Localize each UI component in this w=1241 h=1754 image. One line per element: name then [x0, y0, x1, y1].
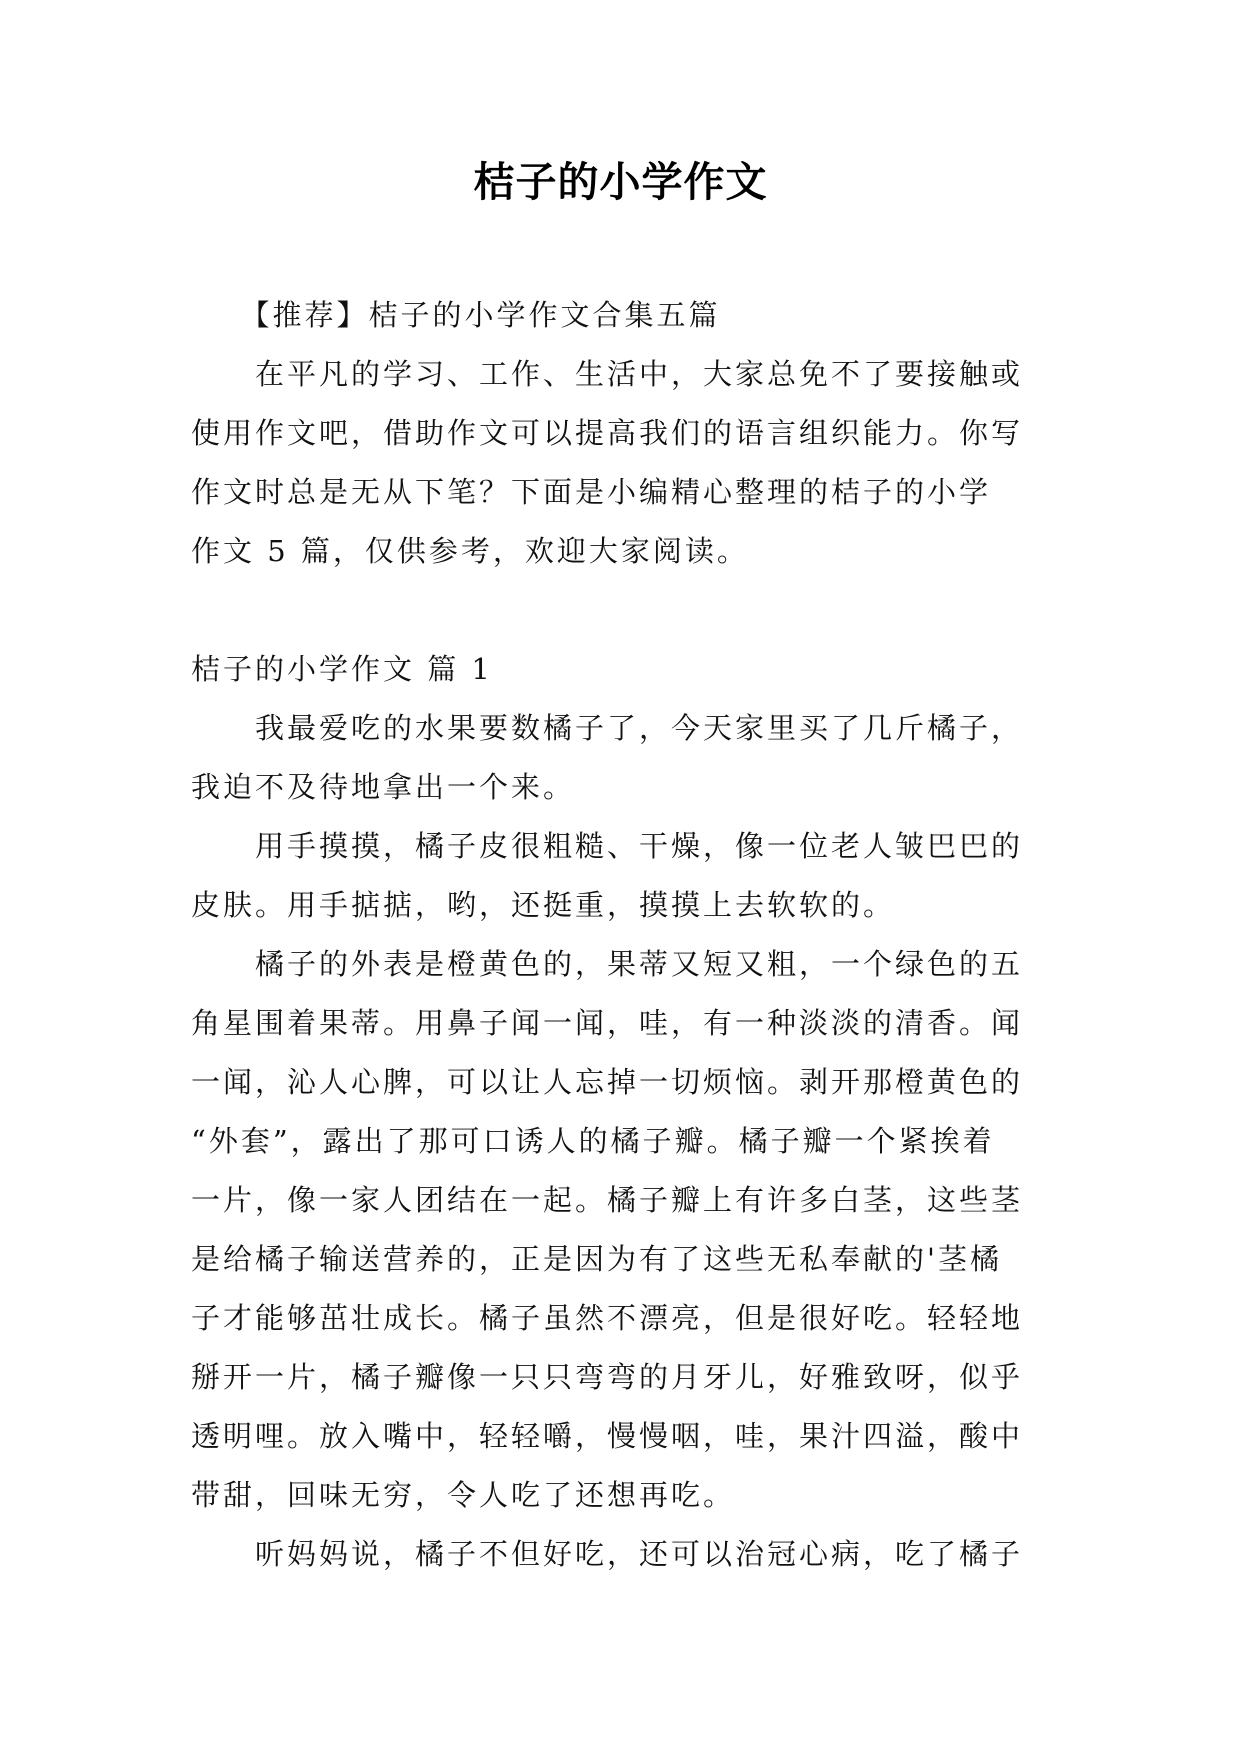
body-line: 皮肤。用手掂掂，哟，还挺重，摸摸上去软软的。 [191, 888, 896, 922]
body-line: 使用作文吧，借助作文可以提高我们的语言组织能力。你写 [191, 416, 1024, 450]
body-line: 一片，像一家人团结在一起。橘子瓣上有许多白茎，这些茎 [191, 1183, 1024, 1217]
body-line: 在平凡的学习、工作、生活中，大家总免不了要接触或 [191, 357, 1024, 391]
body-line: 是给橘子输送营养的，正是因为有了这些无私奉献的'茎橘 [191, 1242, 1002, 1276]
body-line: 角星围着果蒂。用鼻子闻一闻，哇，有一种淡淡的清香。闻 [191, 1006, 1024, 1040]
intro-heading: 【推荐】桔子的小学作文合集五篇 [191, 298, 721, 332]
body-line: 橘子的外表是橙黄色的，果蒂又短又粗，一个绿色的五 [191, 947, 1024, 981]
body-line: 我最爱吃的水果要数橘子了，今天家里买了几斤橘子， [191, 711, 1024, 745]
body-line: 一闻，沁人心脾，可以让人忘掉一切烦恼。剥开那橙黄色的 [191, 1065, 1024, 1099]
body-line: 掰开一片，橘子瓣像一只只弯弯的月牙儿，好雅致呀，似乎 [191, 1360, 1024, 1394]
body-line: “外套”，露出了那可口诱人的橘子瓣。橘子瓣一个紧挨着 [191, 1124, 995, 1158]
body-line: 透明哩。放入嘴中，轻轻嚼，慢慢咽，哇，果汁四溢，酸中 [191, 1419, 1024, 1453]
body-line: 我迫不及待地拿出一个来。 [191, 770, 576, 804]
body-line: 带甜，回味无穷，令人吃了还想再吃。 [191, 1478, 736, 1512]
page-title: 桔子的小学作文 [473, 158, 768, 206]
section-heading: 桔子的小学作文 篇 1 [191, 652, 493, 686]
body-line: 用手摸摸，橘子皮很粗糙、干燥，像一位老人皱巴巴的 [191, 829, 1024, 863]
body-line: 作文时总是无从下笔？下面是小编精心整理的桔子的小学 [191, 475, 992, 509]
body-line: 子才能够茁壮成长。橘子虽然不漂亮，但是很好吃。轻轻地 [191, 1301, 1024, 1335]
body-line: 作文 5 篇，仅供参考，欢迎大家阅读。 [191, 534, 749, 568]
body-line: 听妈妈说，橘子不但好吃，还可以治冠心病，吃了橘子 [191, 1537, 1024, 1571]
